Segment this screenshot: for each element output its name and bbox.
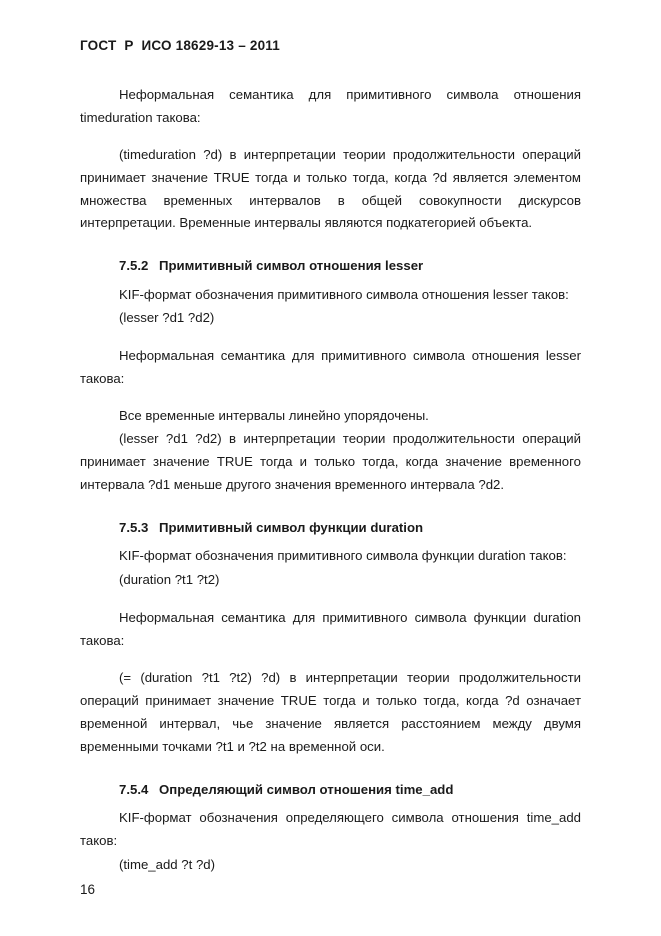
- text-line: таков:: [80, 833, 118, 848]
- section-heading-7-5-3: [119, 520, 423, 536]
- text-line: такова:: [80, 633, 125, 648]
- kif-format-line: KIF-формат обозначения примитивного символа функции duration таков:: [119, 548, 567, 563]
- section-number: 7.5.3: [119, 520, 149, 535]
- text-line: интерпретации. Временные интервалы являются подкатегорией объекта.: [80, 215, 533, 230]
- document-header: ГОСТ Р ИСО 18629-13 – 2011: [80, 38, 280, 53]
- text-line: интервала ?d1 меньше другого значения временного интервала ?d2.: [80, 477, 505, 492]
- section-title: Определяющий символ отношения time_add: [159, 782, 454, 797]
- kif-format-line: KIF-формат обозначения определяющего символа отношения time_add: [119, 810, 581, 825]
- text-line: временными точками ?t1 и ?t2 на временной оси.: [80, 739, 385, 754]
- text-line: Неформальная семантика для примитивного символа функции duration: [119, 610, 581, 625]
- text-line: принимает значение TRUE тогда и только тогда, когда значение временного: [80, 454, 581, 469]
- text-line: принимает значение TRUE тогда и только тогда, когда ?d является элементом: [80, 170, 581, 185]
- text-line: множества временных интервалов в общей совокупности дискурсов: [80, 193, 581, 208]
- section-title: Примитивный символ отношения lesser: [159, 258, 424, 273]
- kif-code: (time_add ?t ?d): [119, 857, 216, 872]
- section-heading-7-5-2: [119, 258, 423, 274]
- text-line: (lesser ?d1 ?d2) в интерпретации теории продолжительности операций: [119, 431, 581, 446]
- text-line: такова:: [80, 371, 125, 386]
- kif-format-line: KIF-формат обозначения примитивного символа отношения lesser таков:: [119, 287, 569, 302]
- kif-code: (duration ?t1 ?t2): [119, 572, 220, 587]
- text-line: операций принимает значение TRUE тогда и только тогда, когда ?d означает: [80, 693, 581, 708]
- text-line: Неформальная семантика для примитивного символа отношения: [119, 87, 581, 102]
- section-number: 7.5.4: [119, 782, 149, 797]
- text-line: Неформальная семантика для примитивного символа отношения lesser: [119, 348, 581, 363]
- text-line: Все временные интервалы линейно упорядочены.: [119, 408, 429, 423]
- text-line: временной интервал, чье значение является расстоянием между двумя: [80, 716, 581, 731]
- section-number: 7.5.2: [119, 258, 149, 273]
- text-line: (timeduration ?d) в интерпретации теории продолжительности операций: [119, 147, 581, 162]
- text-line: (= (duration ?t1 ?t2) ?d) в интерпретации теории продолжительности: [119, 670, 581, 685]
- text-line: timeduration такова:: [80, 110, 201, 125]
- kif-code: (lesser ?d1 ?d2): [119, 310, 215, 325]
- section-heading-7-5-4: [119, 782, 453, 798]
- section-title: Примитивный символ функции duration: [159, 520, 424, 535]
- page-number: 16: [80, 882, 96, 897]
